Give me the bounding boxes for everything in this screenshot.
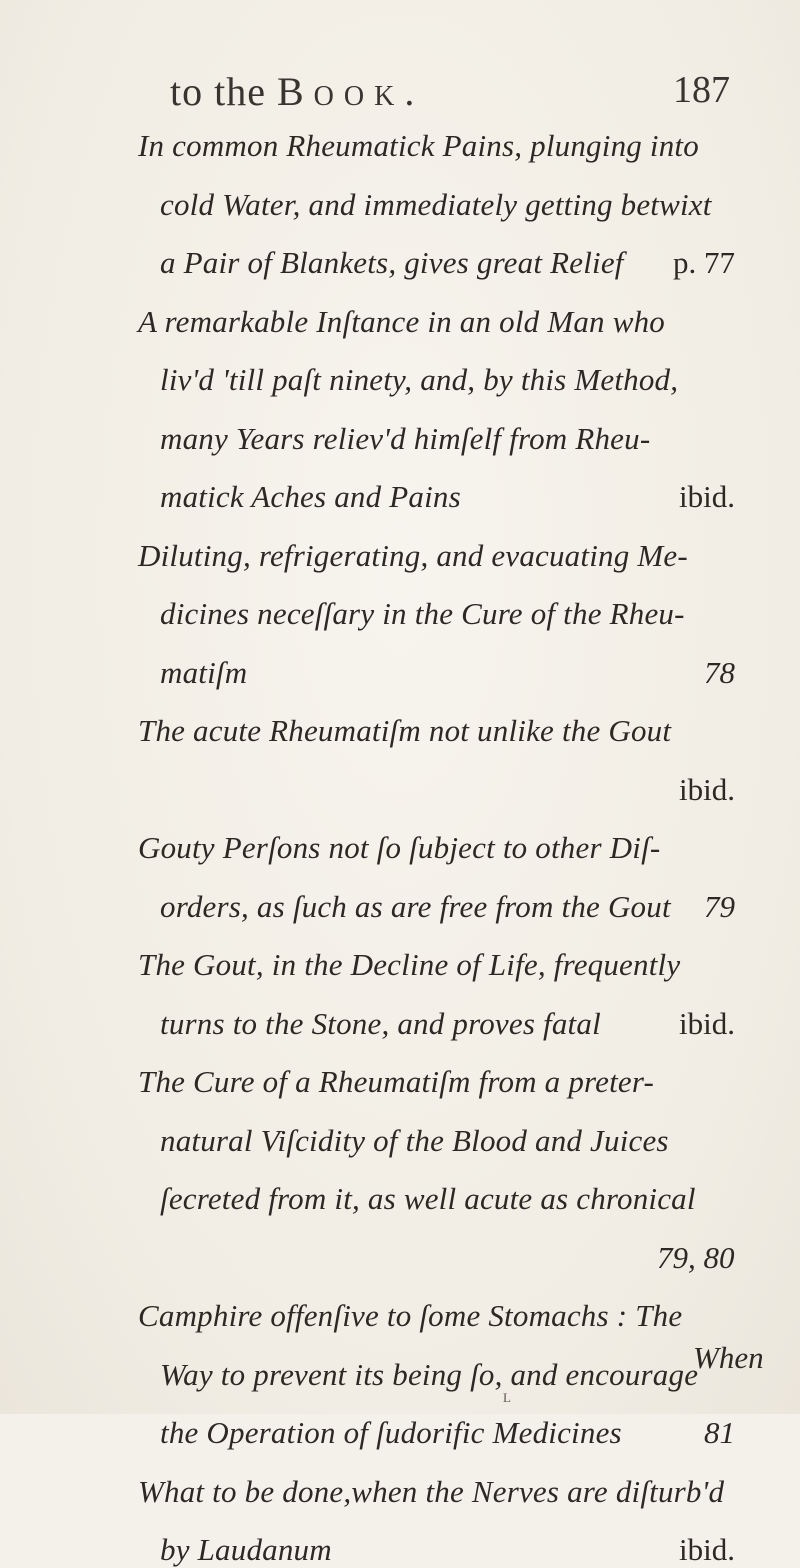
entry-line: by Laudanum — [160, 1532, 332, 1567]
catchword: When — [693, 1340, 764, 1375]
entry-line: Camphire offenſive to ſome Stomachs : The — [138, 1298, 683, 1333]
entry-page-ref: ibid. — [679, 1005, 735, 1041]
entry-line: Diluting, refrigerating, and evacuating Me- — [138, 537, 688, 573]
entry-line: many Years reliev'd himſelf from Rheu- — [160, 420, 651, 456]
entry-line: Gouty Perſons not ſo ſubject to other Diſ- — [138, 830, 661, 865]
entry-line: ſecreted from it, as well acute as chronical — [160, 1181, 696, 1216]
running-title-prefix: to the — [170, 69, 266, 114]
entry-page-ref: ibid. — [679, 1532, 735, 1567]
entry-line: The acute Rheumatiſm not unlike the Gout — [138, 713, 672, 748]
entry-line: A remarkable Inſtance in an old Man who — [138, 303, 665, 339]
entry-page-ref: ibid. — [679, 771, 735, 807]
entry-line: the Operation of ſudorific Medicines — [160, 1415, 622, 1450]
entry-page-ref: ibid. — [679, 479, 735, 514]
entry-line: In common Rheumatick Pains, plunging into — [138, 128, 699, 163]
entry-page-ref: 81 — [704, 1415, 735, 1450]
entry-line: What to be done,when the Nerves are diſturb'd — [138, 1473, 725, 1509]
entry-line: dicines neceſſary in the Cure of the Rheu- — [160, 596, 685, 631]
entry-page-ref: 79, 80 — [657, 1239, 735, 1275]
entry-line: Way to prevent its being ſo, and encourage — [160, 1356, 699, 1392]
entry-line: a Pair of Blankets, gives great Relief — [160, 245, 624, 280]
entry-page-ref: 79 — [704, 888, 735, 924]
entry-line: matiſm — [160, 654, 248, 690]
page-number: 187 — [673, 69, 730, 111]
entry-line: The Cure of a Rheumatiſm from a preter- — [138, 1064, 655, 1099]
running-title-word: Book. — [276, 69, 425, 114]
entry-line: cold Water, and immediately getting betwixt — [160, 186, 712, 222]
entry-page-ref: 78 — [704, 654, 735, 690]
entry-line: liv'd 'till paſt ninety, and, by this Method, — [160, 362, 679, 397]
entry-line: turns to the Stone, and proves fatal — [160, 1005, 601, 1041]
signature-mark: L — [503, 1390, 511, 1405]
entry-page-ref: p. 77 — [673, 245, 735, 280]
entry-line: matick Aches and Pains — [160, 479, 461, 514]
entry-line: orders, as ſuch as are free from the Gout — [160, 888, 671, 924]
entry-line: natural Viſcidity of the Blood and Juices — [160, 1122, 669, 1158]
entry-line: The Gout, in the Decline of Life, frequently — [138, 947, 681, 982]
